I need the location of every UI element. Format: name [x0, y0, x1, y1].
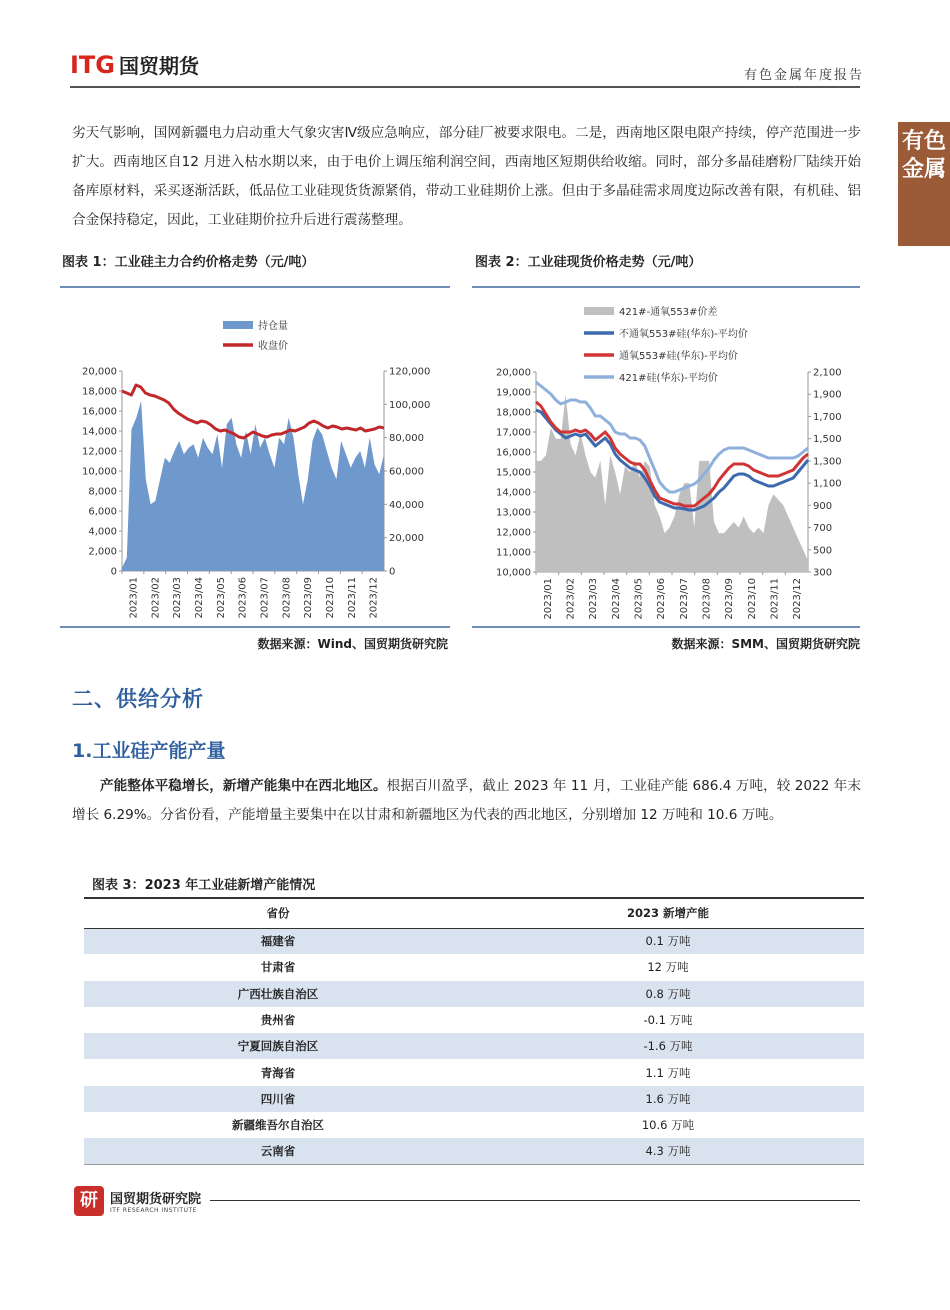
x-tick-label: 2023/07 — [678, 578, 690, 620]
figure2-bottom-rule — [472, 626, 860, 628]
right-tick-label: 20,000 — [389, 533, 424, 545]
table-row — [84, 1112, 864, 1138]
x-tick-label: 2023/01 — [542, 578, 554, 620]
x-tick-label: 2023/10 — [324, 577, 336, 619]
left-tick-label: 12,000 — [496, 527, 531, 539]
figure1-top-rule — [60, 286, 450, 288]
line-series — [122, 385, 384, 438]
right-tick-label: 100,000 — [389, 399, 431, 411]
table-row — [84, 928, 864, 954]
x-tick-label: 2023/01 — [128, 577, 140, 619]
capacity-lead: 产能整体平稳增长，新增产能集中在西北地区。 — [100, 778, 387, 794]
right-tick-label: 80,000 — [389, 433, 424, 445]
figure1-source: 数据来源：Wind、国贸期货研究院 — [257, 637, 448, 651]
x-tick-label: 2023/08 — [701, 578, 713, 620]
table-title: 图表 3：2023 年工业硅新增产能情况 — [92, 878, 316, 893]
capacity-table — [84, 897, 864, 1165]
table-row — [84, 954, 864, 980]
table-row — [84, 1086, 864, 1112]
cell-capacity: -0.1 万吨 — [643, 1013, 693, 1028]
x-tick-label: 2023/11 — [769, 578, 781, 620]
left-tick-label: 16,000 — [82, 406, 117, 418]
legend-label: 持仓量 — [258, 321, 288, 332]
cell-province: 宁夏回族自治区 — [84, 1033, 472, 1059]
footer-divider — [210, 1200, 860, 1201]
right-tick-label: 60,000 — [389, 466, 424, 478]
footer-logo — [74, 1186, 201, 1216]
figure1-title: 图表 1：工业硅主力合约价格走势（元/吨） — [62, 255, 315, 270]
right-tick-label: 1,900 — [813, 389, 842, 401]
cell-province: 福建省 — [84, 928, 472, 954]
figure2-chart — [472, 290, 860, 625]
x-tick-label: 2023/11 — [346, 577, 358, 619]
x-tick-label: 2023/09 — [724, 578, 736, 620]
footer-name-cn: 国贸期货研究院 — [110, 1192, 202, 1207]
left-tick-label: 15,000 — [496, 467, 531, 479]
right-tick-label: 1,300 — [813, 456, 842, 468]
company-logo — [70, 50, 199, 79]
figure1-bottom-rule — [60, 626, 450, 628]
left-tick-label: 14,000 — [496, 487, 531, 499]
report-type: 有色金属年度报告 — [743, 68, 864, 83]
legend-label: 收盘价 — [258, 341, 288, 352]
left-tick-label: 20,000 — [82, 366, 117, 378]
legend-swatch — [584, 307, 614, 315]
table-row — [84, 1007, 864, 1033]
cell-province: 新疆维吾尔自治区 — [232, 1118, 324, 1133]
cell-province: 四川省 — [84, 1086, 472, 1112]
section-heading: 二、供给分析 — [72, 687, 204, 711]
x-tick-label: 2023/09 — [303, 577, 315, 619]
x-tick-label: 2023/04 — [193, 577, 205, 619]
right-tick-label: 2,100 — [813, 367, 842, 379]
cell-capacity: 1.1 万吨 — [645, 1065, 691, 1080]
table-row — [84, 1033, 864, 1059]
left-tick-label: 18,000 — [496, 407, 531, 419]
table-row — [84, 1138, 864, 1164]
left-tick-label: 19,000 — [496, 387, 531, 399]
left-tick-label: 11,000 — [496, 547, 531, 559]
cell-province: 贵州省 — [260, 1013, 296, 1028]
cell-capacity: 1.6 万吨 — [472, 1086, 864, 1112]
left-tick-label: 6,000 — [88, 506, 117, 518]
table-row — [84, 981, 864, 1007]
capacity-body: 根据百川盈孚，截止 2023 年 11 月，工业硅产能 686.4 万吨，较 2022 年末增长 6.29%。分省份看，产能增量主要集中在以甘肃和新疆地区为代表的西北地区，分别增加 12 万吨和 10.6 万吨。 — [72, 778, 861, 823]
legend-swatch — [223, 321, 253, 329]
left-tick-label: 2,000 — [88, 546, 117, 558]
x-tick-label: 2023/07 — [259, 577, 271, 619]
left-tick-label: 14,000 — [82, 426, 117, 438]
right-tick-label: 0 — [389, 566, 396, 578]
left-tick-label: 0 — [110, 566, 117, 578]
x-tick-label: 2023/06 — [656, 578, 668, 620]
figure1-chart — [60, 300, 450, 625]
right-tick-label: 300 — [813, 567, 833, 579]
cell-capacity: 10.6 万吨 — [641, 1118, 695, 1133]
left-tick-label: 10,000 — [496, 567, 531, 579]
area-series — [122, 401, 384, 571]
right-tick-label: 1,500 — [813, 434, 842, 446]
left-tick-label: 12,000 — [82, 446, 117, 458]
right-tick-label: 900 — [813, 500, 833, 512]
side-tab-line2: 金属 — [901, 157, 946, 182]
right-tick-label: 500 — [813, 545, 833, 557]
x-tick-label: 2023/04 — [610, 578, 622, 620]
legend-label: 421#硅(华东)-平均价 — [619, 373, 718, 384]
legend-label: 不通氧553#硅(华东)-平均价 — [619, 329, 748, 340]
figure2-source: 数据来源：SMM、国贸期货研究院 — [671, 637, 860, 651]
x-tick-label: 2023/02 — [565, 578, 577, 620]
logo-cn-text: 国贸期货 — [119, 54, 199, 78]
cell-province: 云南省 — [84, 1138, 472, 1164]
intro-paragraph: 劣天气影响，国网新疆电力启动重大气象灾害Ⅳ级应急响应，部分硅厂被要求限电。二是，西南地区限电限产持续，停产范围进一步扩大。西南地区自12 月进入枯水期以来，由于电价上调压缩利润空间，西南地区短期供给收缩。同时，部分多晶硅磨粉厂陆续开始备库原材料，采买逐渐活跃，低品位工业硅现货货源紧俏，带动工业硅期价上涨。但由于多晶硅需求周度边际改善有限，有机硅、铝合金保持稳定，因此，工业硅期价拉升后进行震荡整理。 — [72, 125, 861, 228]
right-tick-label: 40,000 — [389, 499, 424, 511]
table-row — [84, 1059, 864, 1085]
legend-label: 通氧553#硅(华东)-平均价 — [619, 351, 738, 362]
x-tick-label: 2023/12 — [792, 578, 804, 620]
cell-capacity: -1.6 万吨 — [472, 1033, 864, 1059]
research-seal-icon: 研 — [74, 1186, 104, 1216]
x-tick-label: 2023/12 — [368, 577, 380, 619]
right-tick-label: 1,100 — [813, 478, 842, 490]
area-series — [536, 394, 808, 572]
cell-capacity: 12 万吨 — [647, 960, 689, 975]
header-new-capacity: 2023 新增产能 — [472, 898, 864, 928]
right-tick-label: 120,000 — [389, 366, 431, 378]
right-tick-label: 700 — [813, 523, 833, 535]
subsection-heading: 1.工业硅产能产量 — [72, 740, 226, 762]
cell-capacity: 0.8 万吨 — [472, 981, 864, 1007]
logo-itg-text: ITG — [70, 50, 115, 79]
left-tick-label: 10,000 — [82, 466, 117, 478]
table-header-row — [84, 898, 864, 928]
capacity-paragraph — [72, 772, 861, 830]
cell-capacity: 0.1 万吨 — [472, 928, 864, 954]
left-tick-label: 17,000 — [496, 427, 531, 439]
x-tick-label: 2023/06 — [237, 577, 249, 619]
left-tick-label: 16,000 — [496, 447, 531, 459]
left-tick-label: 20,000 — [496, 367, 531, 379]
left-tick-label: 4,000 — [88, 526, 117, 538]
left-tick-label: 8,000 — [88, 486, 117, 498]
legend-label: 421#-通氧553#价差 — [619, 307, 718, 318]
footer-name-en: ITF RESEARCH INSTITUTE — [110, 1207, 197, 1214]
right-tick-label: 1,700 — [813, 411, 842, 423]
x-tick-label: 2023/02 — [150, 577, 162, 619]
section-side-tab — [898, 122, 950, 246]
x-tick-label: 2023/10 — [746, 578, 758, 620]
x-tick-label: 2023/03 — [172, 577, 184, 619]
left-tick-label: 18,000 — [82, 386, 117, 398]
side-tab-line1: 有色 — [901, 129, 946, 154]
cell-capacity: 4.3 万吨 — [472, 1138, 864, 1164]
cell-province: 广西壮族自治区 — [84, 981, 472, 1007]
figure2-top-rule — [472, 286, 860, 288]
cell-province: 甘肃省 — [260, 960, 296, 975]
header-province: 省份 — [84, 898, 472, 928]
left-tick-label: 13,000 — [496, 507, 531, 519]
cell-province: 青海省 — [260, 1065, 296, 1080]
header-divider — [70, 86, 860, 88]
x-tick-label: 2023/08 — [281, 577, 293, 619]
x-tick-label: 2023/05 — [633, 578, 645, 620]
figure2-title: 图表 2：工业硅现货价格走势（元/吨） — [475, 255, 702, 270]
x-tick-label: 2023/03 — [588, 578, 600, 620]
x-tick-label: 2023/05 — [215, 577, 227, 619]
